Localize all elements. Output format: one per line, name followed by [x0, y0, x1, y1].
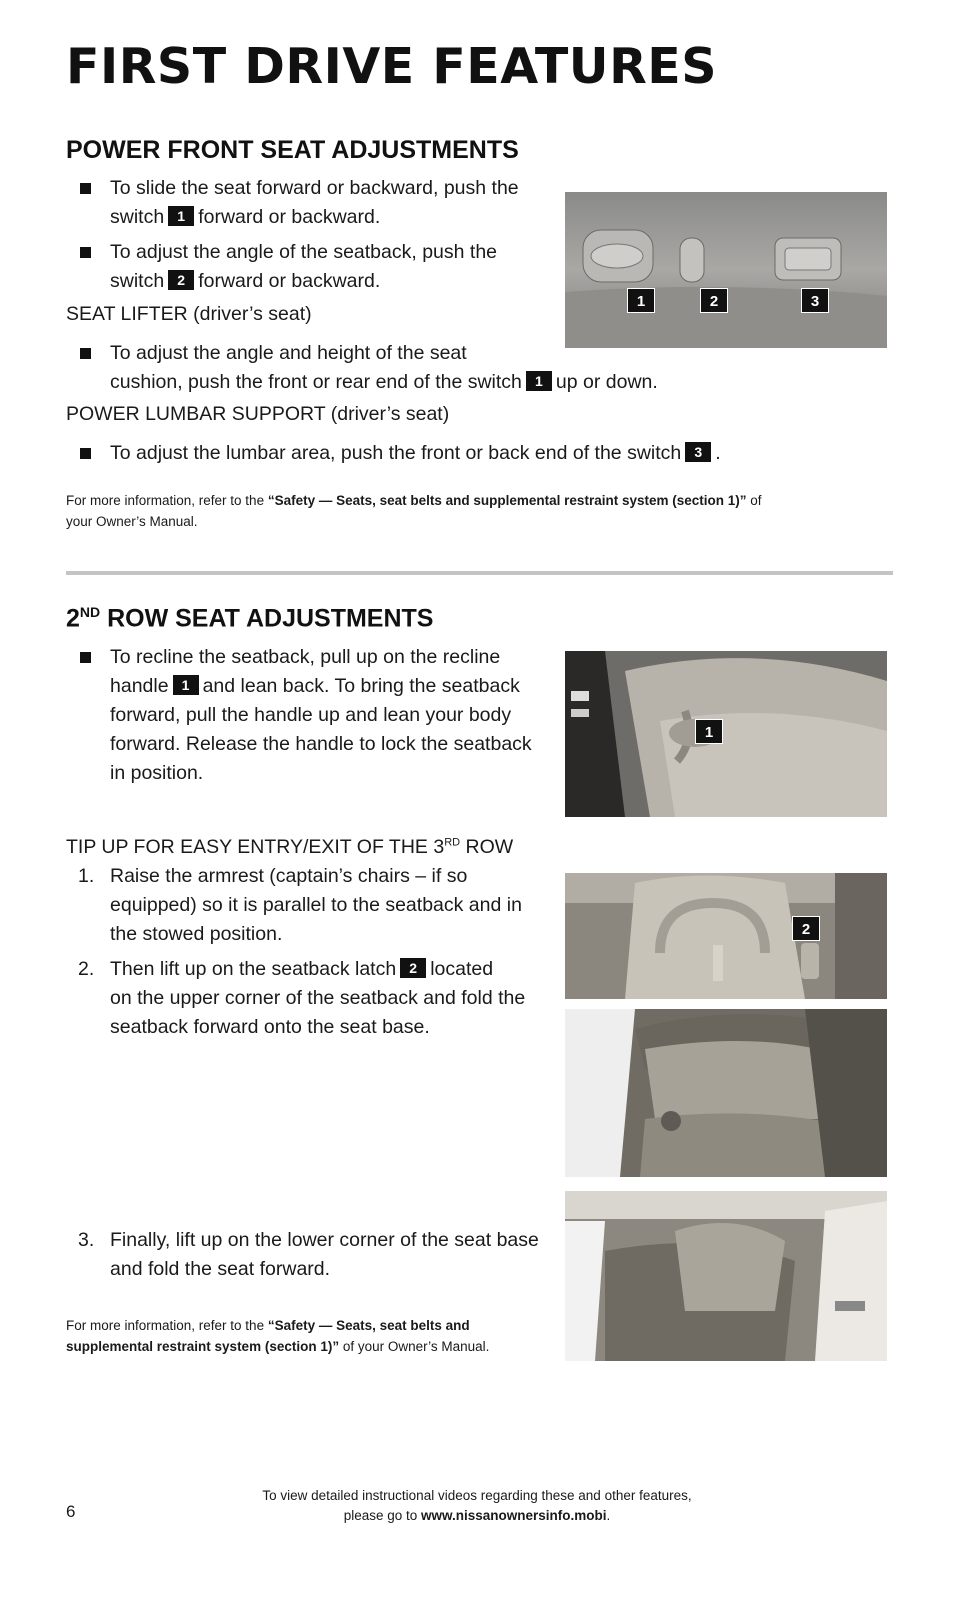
- lumbar-support-label: POWER LUMBAR SUPPORT (driver’s seat): [66, 403, 450, 425]
- callout-badge: 1: [526, 371, 552, 391]
- bullet-square-icon: [80, 448, 91, 459]
- callout-badge: 3: [685, 442, 711, 462]
- bullet-square-icon: [80, 247, 91, 258]
- seat-lifter-label: SEAT LIFTER (driver’s seat): [66, 303, 312, 325]
- callout-badge: 2: [168, 270, 194, 290]
- photo-callout-2: 2: [792, 916, 820, 941]
- photo-callout-3: 3: [801, 288, 829, 313]
- page-title: FIRST DRIVE FEATURES: [66, 38, 718, 95]
- bullet-square-icon: [80, 652, 91, 663]
- page-number: 6: [66, 1502, 76, 1521]
- photo-callout-2: 2: [700, 288, 728, 313]
- seatback-latch-photo: [565, 873, 887, 999]
- section1-reference-note: For more information, refer to the “Safety — Seats, seat belts and supplemental restraint system (section 1)” of your Owner’s Manual.: [66, 493, 762, 529]
- section-divider: [66, 571, 893, 575]
- owners-info-link[interactable]: www.nissanownersinfo.mobi: [421, 1508, 607, 1523]
- footer-note: To view detailed instructional videos regarding these and other features, please go to www.nissanownersinfo.mobi.: [262, 1488, 692, 1523]
- callout-badge: 1: [173, 675, 199, 695]
- photo-callout-1: 1: [627, 288, 655, 313]
- section-title-power-front-seat: POWER FRONT SEAT ADJUSTMENTS: [66, 136, 519, 164]
- photo-callout-1: 1: [695, 719, 723, 744]
- section2-reference-note: For more information, refer to the “Safety — Seats, seat belts and supplemental restraint system (section 1)” of your Owner’s Manual.: [66, 1318, 490, 1354]
- section-title-2nd-row: 2ND ROW SEAT ADJUSTMENTS: [66, 604, 434, 633]
- callout-badge: 2: [400, 958, 426, 978]
- callout-badge: 1: [168, 206, 194, 226]
- seat-tipped-forward-photo: [565, 1191, 887, 1361]
- bullet-square-icon: [80, 348, 91, 359]
- tip-up-label: TIP UP FOR EASY ENTRY/EXIT OF THE 3RD ROW: [66, 836, 514, 858]
- bullet-square-icon: [80, 183, 91, 194]
- seatback-folded-photo: [565, 1009, 887, 1177]
- recline-handle-photo: [565, 651, 887, 817]
- seat-switch-photo: [565, 192, 887, 348]
